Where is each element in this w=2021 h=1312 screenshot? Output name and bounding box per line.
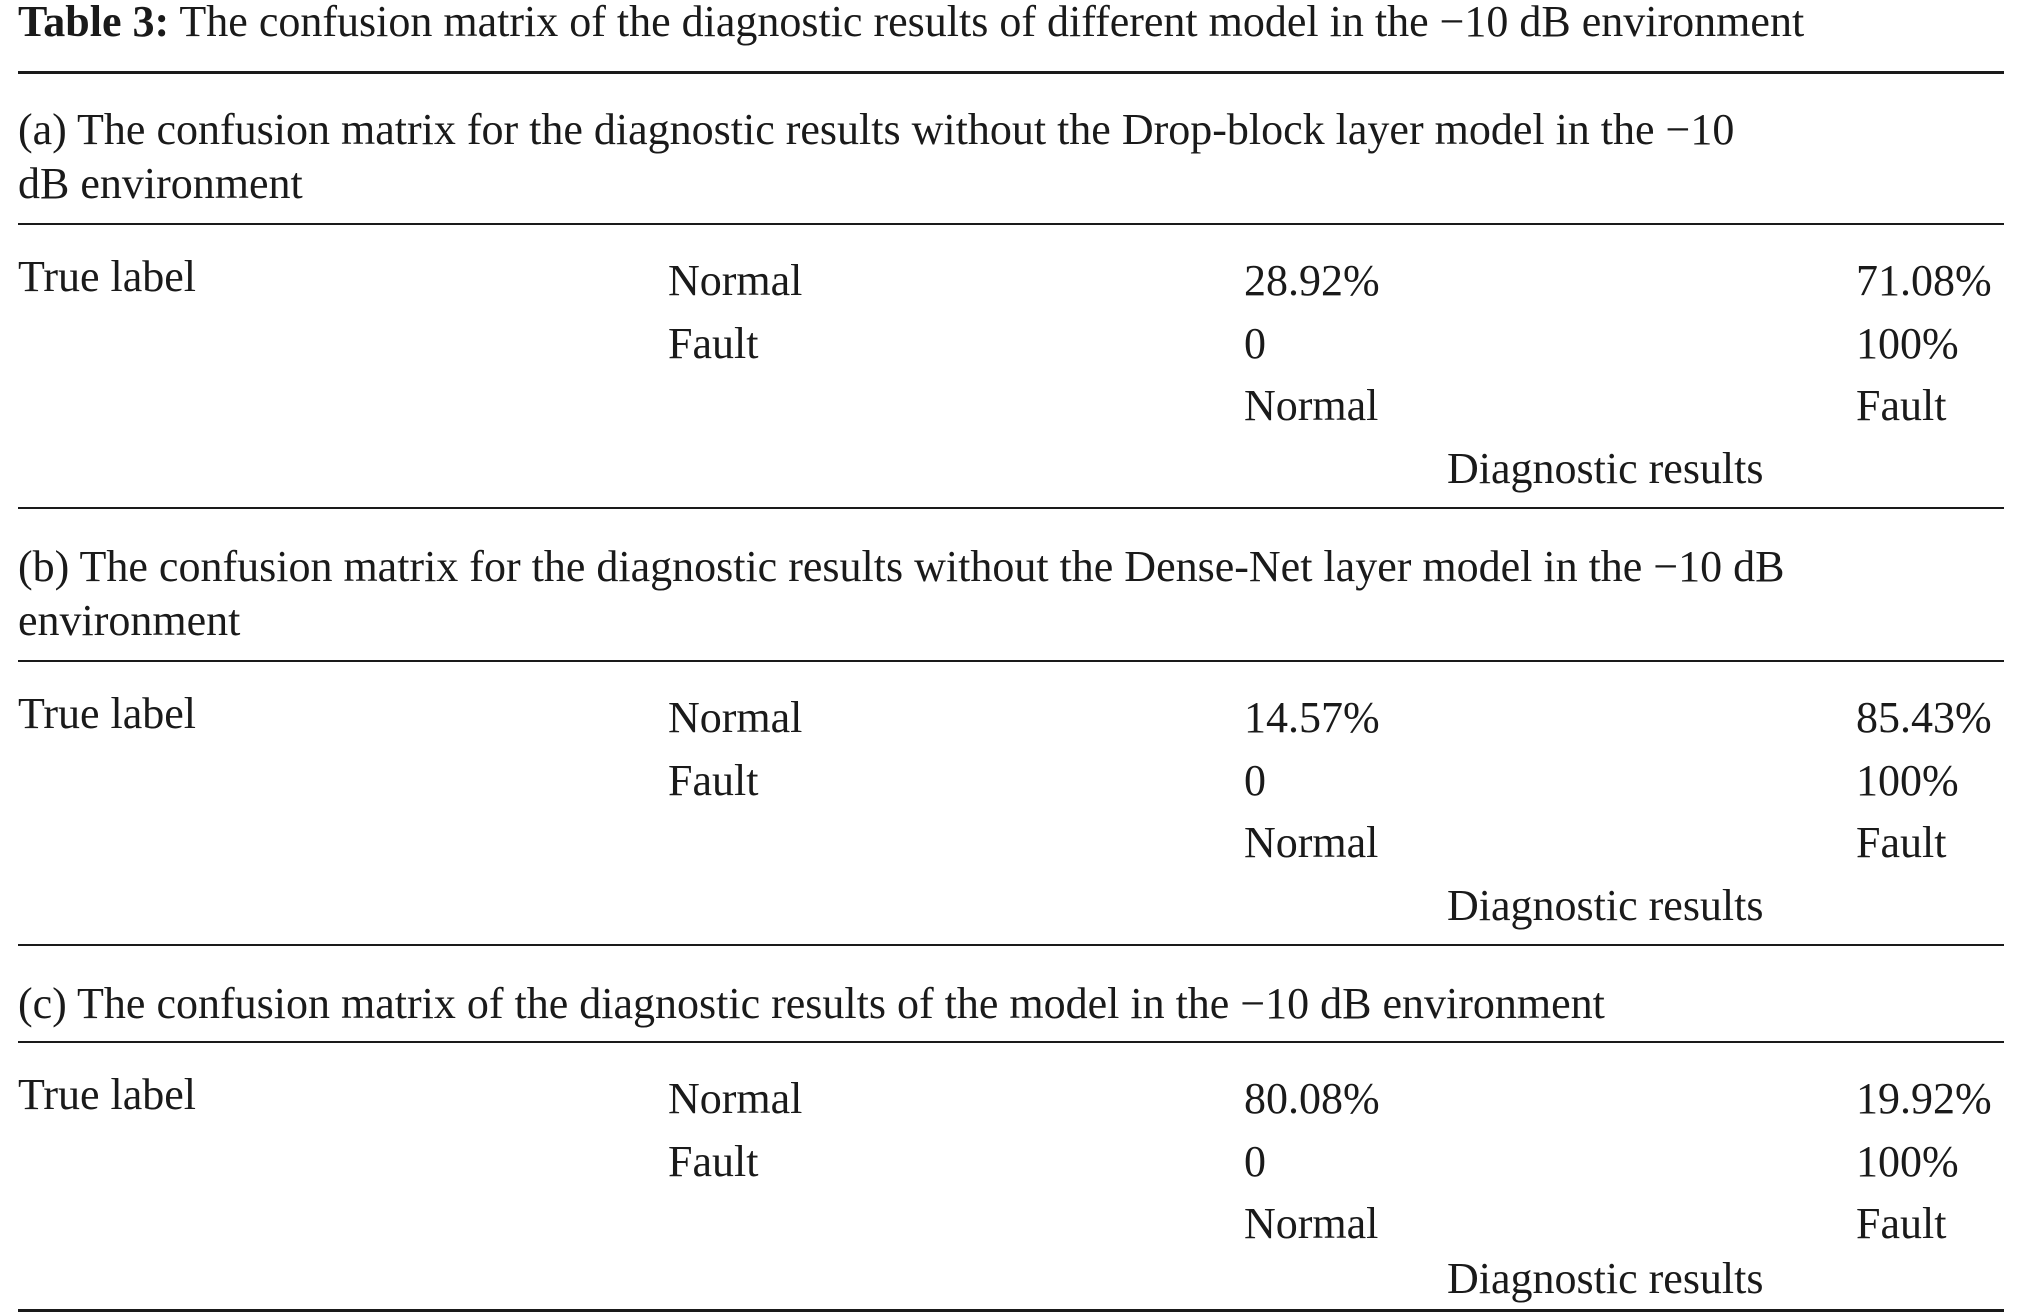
panel-b-cell: 0 <box>1244 756 1266 805</box>
panel-c-cell: 19.92% <box>1856 1074 1992 1123</box>
panel-b-cell: 85.43% <box>1856 693 1992 742</box>
panel-c-cell: 80.08% <box>1244 1074 1380 1123</box>
panel-c-title-line1: (c) The confusion matrix of the diagnostic results of the model in the −10 dB environment <box>18 979 1605 1028</box>
table-caption <box>18 0 1804 48</box>
top-rule <box>18 71 2004 74</box>
panel-b-col-label-normal: Normal <box>1244 818 1379 867</box>
caption-label: Table 3: <box>18 0 170 46</box>
panel-c-rule <box>18 1041 2004 1043</box>
panel-b-col-axis-label: Diagnostic results <box>1447 881 1764 930</box>
panel-a-title-line1: (a) The confusion matrix for the diagnostic results without the Drop-block layer model in the −10 <box>18 105 1735 154</box>
panel-a-col-label-normal: Normal <box>1244 381 1379 430</box>
panel-c-cell: 100% <box>1856 1137 1959 1186</box>
panel-b-rule <box>18 660 2004 662</box>
panel-c-col-axis-label: Diagnostic results <box>1447 1254 1764 1303</box>
panel-a-title-line2: dB environment <box>18 159 303 208</box>
panel-b-bottom-rule <box>18 944 2004 946</box>
panel-b-row-axis-label: True label <box>18 689 197 738</box>
panel-b-title-line1: (b) The confusion matrix for the diagnostic results without the Dense-Net layer model in the −10 dB <box>18 542 1785 591</box>
panel-b-row-label-normal: Normal <box>668 693 803 742</box>
panel-a-cell: 71.08% <box>1856 256 1992 305</box>
panel-a-cell: 100% <box>1856 319 1959 368</box>
panel-c-col-label-fault: Fault <box>1856 1199 1947 1248</box>
panel-a-row-label-normal: Normal <box>668 256 803 305</box>
panel-c-cell: 0 <box>1244 1137 1266 1186</box>
panel-c-row-label-normal: Normal <box>668 1074 803 1123</box>
panel-a-bottom-rule <box>18 507 2004 509</box>
panel-a-col-label-fault: Fault <box>1856 381 1947 430</box>
panel-c-row-axis-label: True label <box>18 1070 197 1119</box>
panel-b-cell: 100% <box>1856 756 1959 805</box>
panel-b-cell: 14.57% <box>1244 693 1380 742</box>
panel-b-row-label-fault: Fault <box>668 756 759 805</box>
panel-c-col-label-normal: Normal <box>1244 1199 1379 1248</box>
panel-b-title-line2: environment <box>18 596 241 645</box>
panel-c-row-label-fault: Fault <box>668 1137 759 1186</box>
panel-a-cell: 0 <box>1244 319 1266 368</box>
panel-a-col-axis-label: Diagnostic results <box>1447 444 1764 493</box>
caption-text: The confusion matrix of the diagnostic results of different model in the −10 dB environment <box>179 0 1805 46</box>
panel-a-row-axis-label: True label <box>18 252 197 301</box>
panel-a-cell: 28.92% <box>1244 256 1380 305</box>
panel-b-col-label-fault: Fault <box>1856 818 1947 867</box>
panel-a-row-label-fault: Fault <box>668 319 759 368</box>
panel-a-rule <box>18 223 2004 225</box>
